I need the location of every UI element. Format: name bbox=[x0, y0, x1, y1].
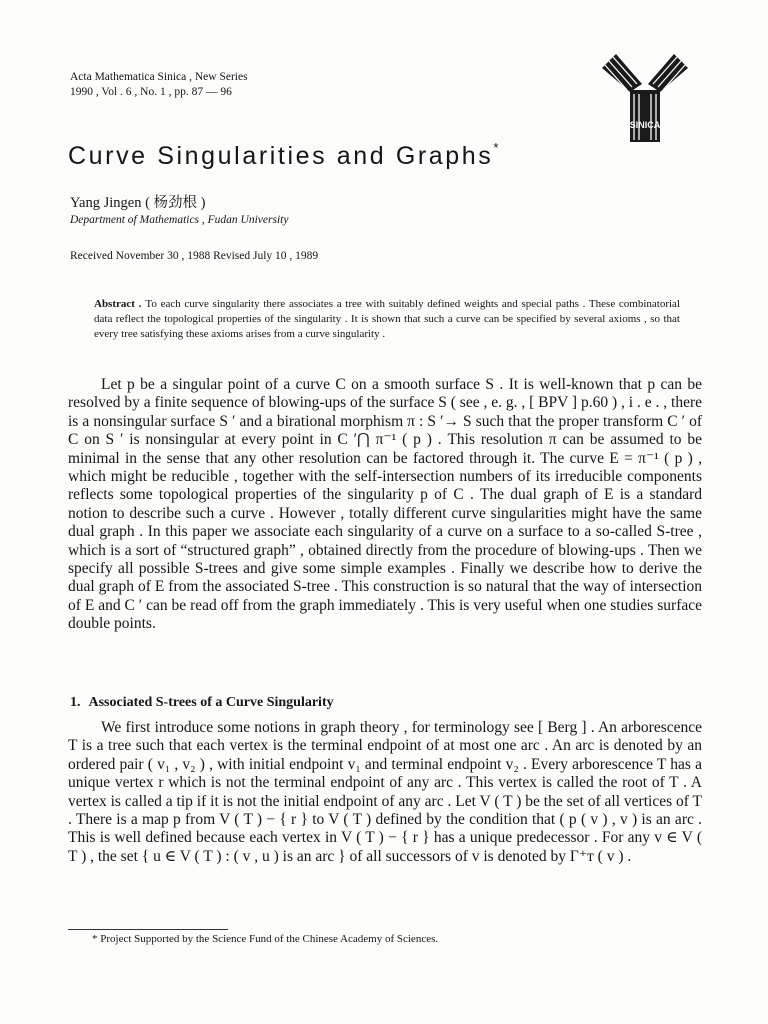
paper-title bbox=[68, 142, 498, 171]
section-paragraph bbox=[68, 719, 702, 866]
author-affiliation: Department of Mathematics , Fudan University bbox=[70, 214, 289, 226]
section-heading bbox=[70, 695, 334, 711]
footnote-rule bbox=[68, 929, 228, 930]
journal-info bbox=[70, 70, 248, 100]
section-paragraph-text: We first introduce some notions in graph theory , for terminology see [ Berg ] . An arborescence T is a tree such that each vertex is the terminal endpoint of at most one arc . An arc is denoted by an ordered pair ( v₁ , v₂ ) , with initial endpoint v₁ and terminal endpoint v₂ . Every arborescence T has a unique vertex r which is not the terminal endpoint of any arc . This vertex is called the root of T . A vertex is called a tip if it is not the initial endpoint of any arc . Let V ( T ) be the set of all vertices of T . There is a map p from V ( T ) − { r } to V ( T ) defined by the condition that ( p ( v ) , v ) is an arc . This is well defined because each vertex in V ( T ) − { r } has a unique predecessor . For any v ∈ V ( T ) , the set { u ∈ V ( T ) : ( v , u ) is an arc } of all successors of v is denoted by Γ⁺ᴛ ( v ) . bbox=[68, 719, 702, 865]
abstract bbox=[94, 297, 680, 342]
journal-name: Acta Mathematica Sinica , New Series bbox=[70, 71, 248, 83]
received-dates: Received November 30 , 1988 Revised July 10 , 1989 bbox=[70, 250, 319, 262]
intro-paragraph bbox=[68, 376, 702, 634]
footnote: * Project Supported by the Science Fund of the Chinese Academy of Sciences. bbox=[92, 933, 439, 945]
acta-mathematica-sinica-logo bbox=[596, 50, 694, 146]
section-number: 1. bbox=[70, 695, 81, 710]
abstract-text: To each curve singularity there associates a tree with suitably defined weights and special paths . These combinatorial data reflect the topological properties of the singularity . It is shown that such a curve can be specified by several axioms , so that every tree satisfying these axioms arises from a curve singularity . bbox=[94, 298, 680, 340]
author-name: Yang Jingen ( 杨劲根 ) bbox=[70, 195, 206, 211]
section-title: Associated S-trees of a Curve Singularity bbox=[88, 695, 334, 710]
title-footnote-mark: * bbox=[493, 140, 499, 155]
svg-text:SINICA: SINICA bbox=[629, 120, 661, 130]
journal-volume: 1990 , Vol . 6 , No. 1 , pp. 87 — 96 bbox=[70, 86, 232, 98]
intro-paragraph-text: Let p be a singular point of a curve C on a smooth surface S . It is well-known that p can be resolved by a finite sequence of blowing-ups of the surface S ( see , e. g. , [ BPV ] p.60 ) , i . e . , there is a nonsingular surface S ′ and a birational morphism π : S ′→ S such that the proper transform C ′ of C on S ′ is nonsingular at every point in C ′⋂ π⁻¹ ( p ) . This resolution π can be assumed to be minimal in the sense that any other resolution can be factored through it. The curve E = π⁻¹ ( p ) , which might be reducible , together with the self-intersection numbers of its irreducible components reflects some topological properties of the singularity p of C . The dual graph of E is a standard notion to describe such a curve . However , totally different curve singularities might have the same dual graph . In this paper we associate each singularity of a curve on a surface to a so-called S-tree , which is a sort of “structured graph” , obtained directly from the procedure of blowing-ups . Then we specify all possible S-trees and give some simple examples . Finally we describe how to derive the dual graph of E from the associated S-tree . This construction is so natural that the way of intersection of E and C ′ can be read off from the graph immediately . This is very useful when one studies surface double points. bbox=[68, 376, 702, 633]
abstract-label: Abstract . bbox=[94, 298, 142, 310]
title-text: Curve Singularities and Graphs bbox=[68, 142, 494, 170]
